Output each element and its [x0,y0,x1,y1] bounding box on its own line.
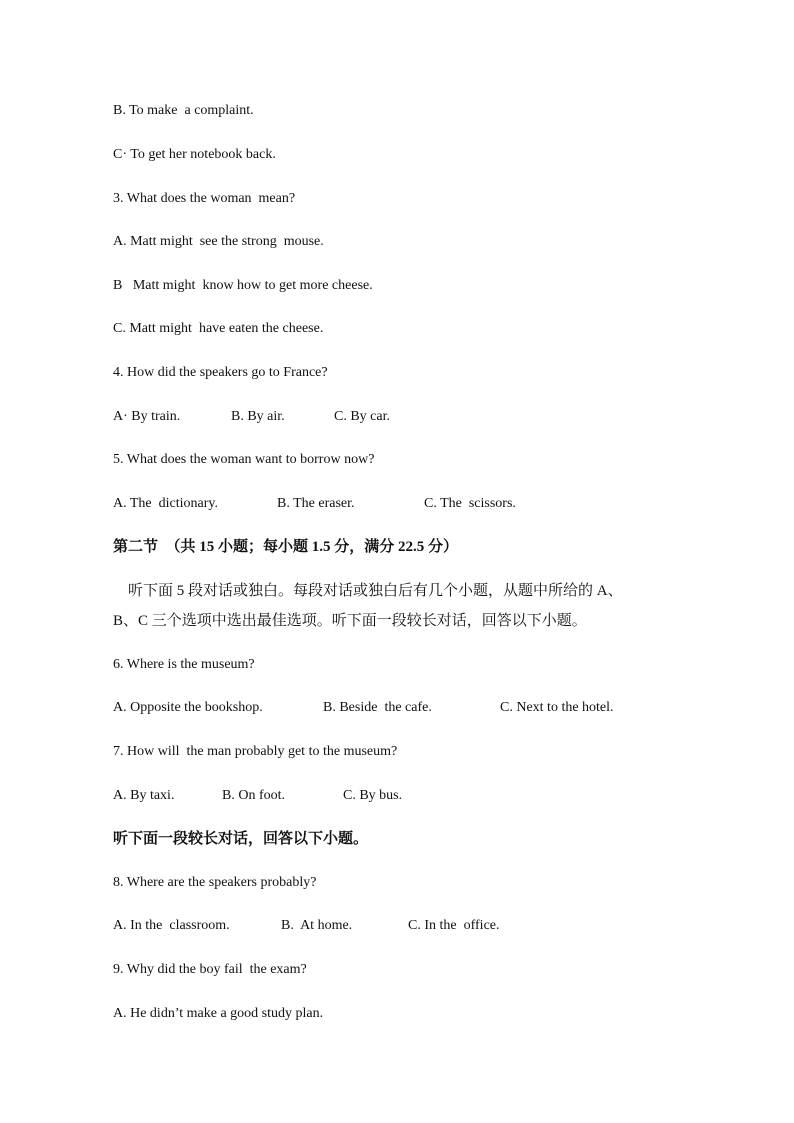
option-7b: B. On foot. [222,788,285,803]
option-8c: C. In the office. [408,918,500,933]
instruction-line-2: B、C 三个选项中选出最佳选项。听下面一段较长对话，回答以下小题。 [113,613,587,629]
option-8a: A. In the classroom. [113,918,230,933]
option-4c: C. By car. [334,409,390,424]
sub-heading: 听下面一段较长对话，回答以下小题。 [113,831,369,847]
option-9a: A. He didn’t make a good study plan. [113,1006,324,1021]
option-4a: A· By train. [113,409,181,424]
question-4: 4. How did the speakers go to France? [113,365,328,380]
option-6c: C. Next to the hotel. [500,700,614,715]
option-4b: B. By air. [231,409,285,424]
option-3b: B Matt might know how to get more cheese. [113,278,373,293]
option-3a: A. Matt might see the strong mouse. [113,234,324,249]
option-2c: C· To get her notebook back. [113,147,276,162]
question-9: 9. Why did the boy fail the exam? [113,962,307,977]
option-3c: C. Matt might have eaten the cheese. [113,321,324,336]
option-7c: C. By bus. [343,788,403,803]
option-8b: B. At home. [281,918,353,933]
section-heading: 第二节 （共 15 小题；每小题 1.5 分，满分 22.5 分） [113,539,459,555]
question-8: 8. Where are the speakers probably? [113,875,317,890]
question-7: 7. How will the man probably get to the museum? [113,744,398,759]
option-5c: C. The scissors. [424,496,516,511]
option-5a: A. The dictionary. [113,496,218,511]
option-6a: A. Opposite the bookshop. [113,700,263,715]
instruction-line-1: 听下面 5 段对话或独白。每段对话或独白后有几个小题，从题中所给的 A、 [113,583,623,599]
question-6: 6. Where is the museum? [113,657,255,672]
option-2b: B. To make a complaint. [113,103,254,118]
option-7a: A. By taxi. [113,788,175,803]
option-6b: B. Beside the cafe. [323,700,432,715]
option-5b: B. The eraser. [277,496,355,511]
question-5: 5. What does the woman want to borrow now? [113,452,375,467]
question-3: 3. What does the woman mean? [113,191,296,206]
